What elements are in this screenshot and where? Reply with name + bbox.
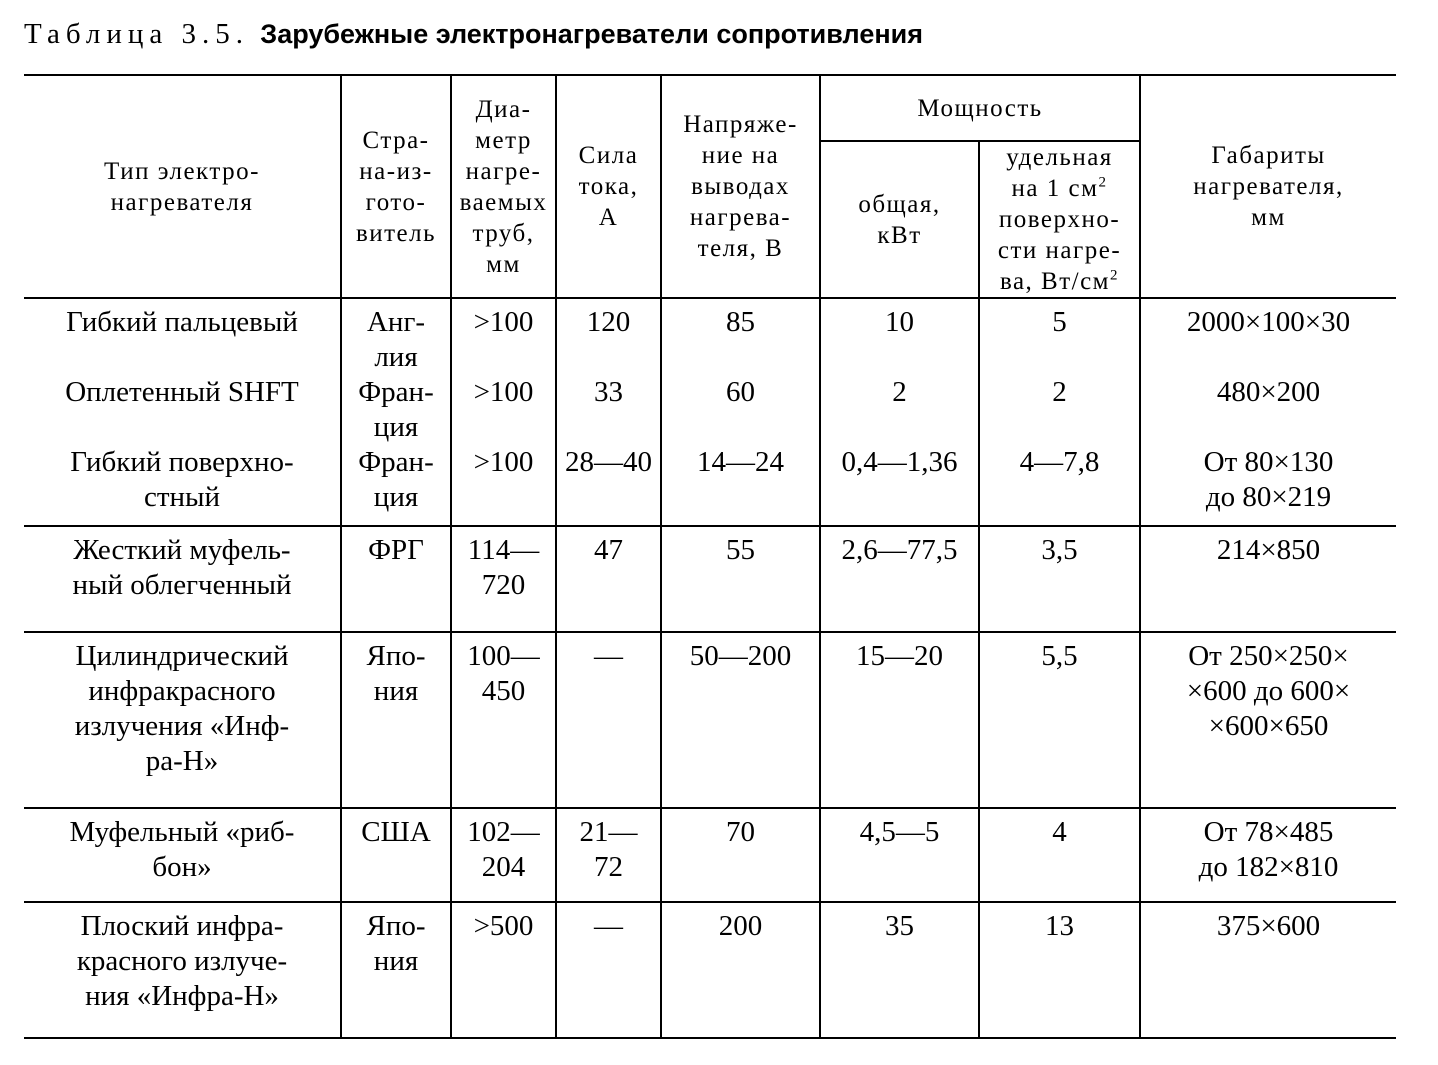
cell-current: — [556,632,661,808]
cell-type: Жесткий муфель- ный облегченный [24,526,341,632]
header-power: Мощность [820,75,1140,141]
cell-current: 47 [556,526,661,632]
header-size: Габариты нагревателя, мм [1140,75,1396,298]
header-power-total: общая, кВт [820,141,979,298]
cell-country: Анг- лия Фран- ция Фран- ция [341,298,451,526]
cell-type: Гибкий пальцевый Оплетенный SHFT Гибкий поверхно- стный [24,298,341,526]
table-row [24,298,1396,526]
cell-current: 21— 72 [556,808,661,902]
cell-size: 214×850 [1140,526,1396,632]
cell-size: От 78×485 до 182×810 [1140,808,1396,902]
cell-voltage: 70 [661,808,820,902]
cell-diameter: >100 >100 >100 [451,298,556,526]
row-group-5 [24,902,1396,1038]
cell-voltage: 55 [661,526,820,632]
cell-diameter: 100— 450 [451,632,556,808]
cell-country: США [341,808,451,902]
cell-voltage: 200 [661,902,820,1038]
cell-country: ФРГ [341,526,451,632]
table-header [24,75,1396,298]
cell-type: Муфельный «риб- бон» [24,808,341,902]
cell-diameter: >500 [451,902,556,1038]
row-group-1 [24,298,1396,526]
cell-current: — [556,902,661,1038]
cell-size: 375×600 [1140,902,1396,1038]
cell-size: 2000×100×30 480×200 От 80×130 до 80×219 [1140,298,1396,526]
row-group-3 [24,632,1396,808]
row-group-2 [24,526,1396,632]
table-caption [24,18,923,51]
cell-power-specific: 5 2 4—7,8 [979,298,1140,526]
cell-type: Цилиндрический инфракрасного излучения «Инф- ра-Н» [24,632,341,808]
header-diameter: Диа- метр нагре- ваемых труб, мм [451,75,556,298]
header-voltage: Напряже- ние на выводах нагрева- теля, В [661,75,820,298]
cell-voltage: 50—200 [661,632,820,808]
table-row [24,526,1396,632]
cell-diameter: 102— 204 [451,808,556,902]
heaters-table [24,74,1396,1039]
cell-current: 120 33 28—40 [556,298,661,526]
cell-type: Плоский инфра- красного излуче- ния «Инфра-Н» [24,902,341,1038]
cell-power-total: 35 [820,902,979,1038]
cell-country: Япо- ния [341,632,451,808]
cell-diameter: 114— 720 [451,526,556,632]
row-group-4 [24,808,1396,902]
header-power-specific: удельная на 1 $см^2$ поверхно- сти нагре- ва, $Вт/см^2$ [979,141,1140,298]
cell-power-specific: 13 [979,902,1140,1038]
cell-power-specific: 5,5 [979,632,1140,808]
cell-power-total: 10 2 0,4—1,36 [820,298,979,526]
cell-country: Япо- ния [341,902,451,1038]
cell-power-total: 15—20 [820,632,979,808]
cell-power-specific: 4 [979,808,1140,902]
cell-power-total: 4,5—5 [820,808,979,902]
table-row [24,808,1396,902]
header-country: Стра- на-из- гото- витель [341,75,451,298]
caption-title: Зарубежные электронагреватели сопротивления [260,19,923,49]
cell-size: От 250×250× ×600 до 600× ×600×650 [1140,632,1396,808]
cell-power-specific: 3,5 [979,526,1140,632]
table-row [24,902,1396,1038]
header-type: Тип электро- нагревателя [24,75,341,298]
cell-power-total: 2,6—77,5 [820,526,979,632]
table-row [24,632,1396,808]
header-current: Сила тока, А [556,75,661,298]
cell-voltage: 85 60 14—24 [661,298,820,526]
caption-label: Таблица 3.5. [24,18,250,50]
